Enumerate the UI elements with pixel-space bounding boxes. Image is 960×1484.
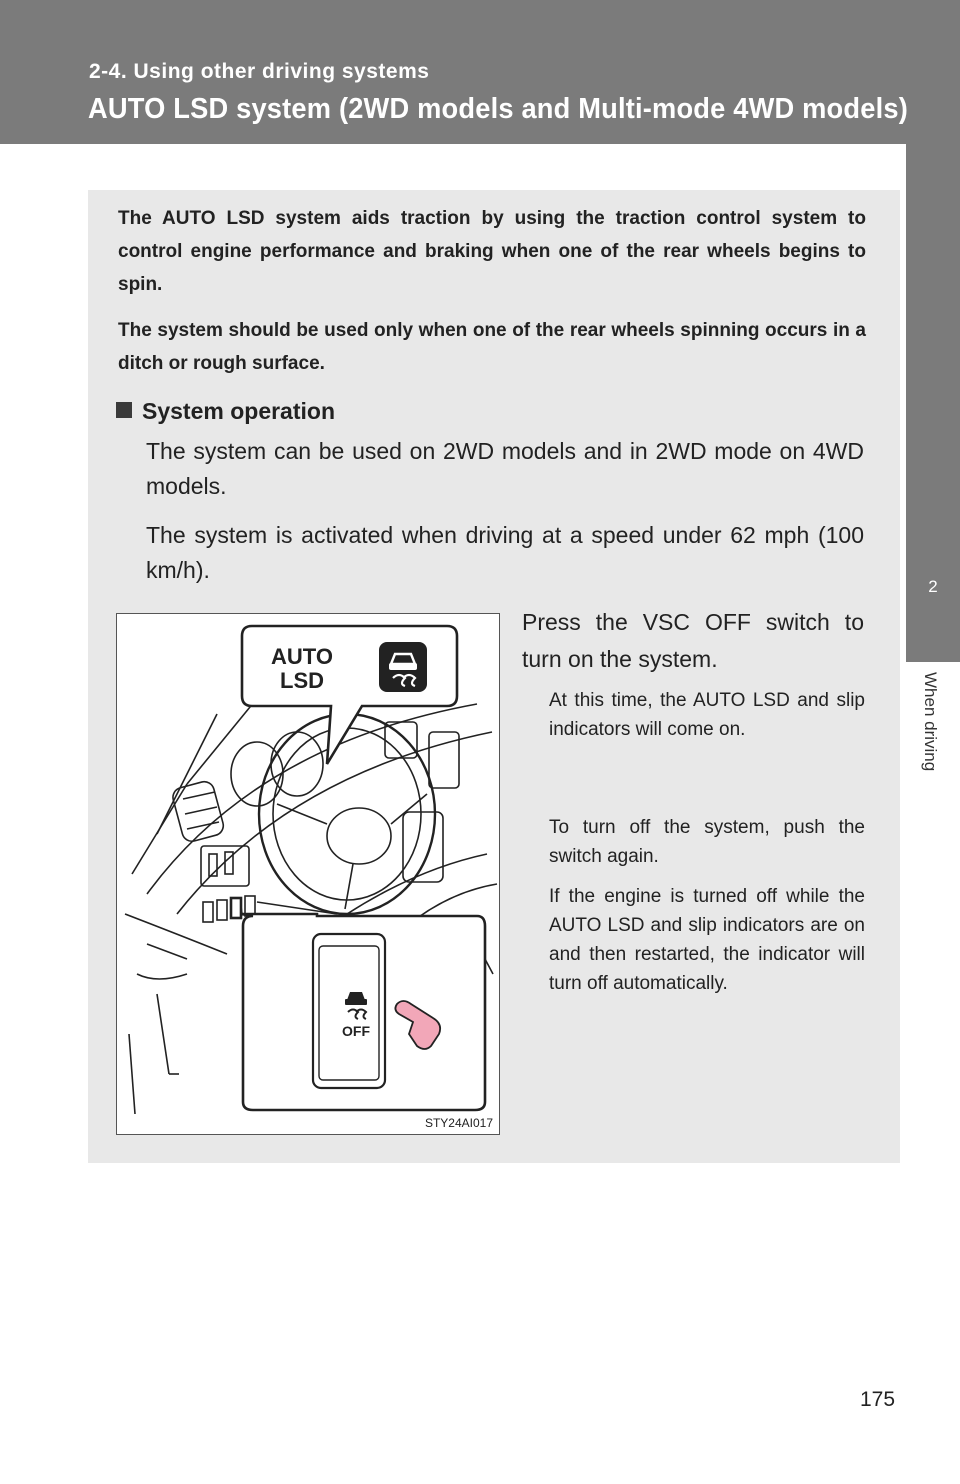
intro-paragraph-2: The system should be used only when one of the rear wheels spinning occurs in a ditch or rough surface. [118, 320, 866, 374]
switch-off-label: OFF [342, 1023, 370, 1039]
chapter-number: 2 [906, 512, 960, 662]
indicator-label-lsd: LSD [280, 668, 324, 693]
chapter-label: When driving [921, 672, 940, 772]
dashboard-illustration [116, 613, 500, 1135]
subsection-heading-text: System operation [142, 398, 335, 424]
slip-indicator-icon [379, 642, 427, 692]
page-number: 175 [860, 1388, 896, 1411]
chapter-label-box [920, 672, 946, 812]
page-title: AUTO LSD system (2WD models and Multi-mode 4WD models) [88, 93, 908, 125]
subsection-heading [116, 398, 335, 425]
operation-text-1: The system can be used on 2WD models and in 2WD mode on 4WD models. [146, 438, 864, 499]
note-2: To turn off the system, push the switch again. [549, 817, 865, 867]
side-tab-bar [906, 144, 960, 512]
note-3: If the engine is turned off while the AUTO LSD and slip indicators are on and then restarted, the indicator will turn off automatically. [549, 886, 865, 994]
intro-paragraph-1: The AUTO LSD system aids traction by using the traction control system to control engine performance and braking when one of the rear wheels begins to spin. [118, 208, 866, 295]
square-bullet-icon [116, 402, 132, 418]
indicator-label-auto: AUTO [271, 644, 333, 669]
operation-text-2: The system is activated when driving at a speed under 62 mph (100 km/h). [146, 522, 864, 583]
section-label: 2-4. Using other driving systems [89, 60, 430, 83]
note-1: At this time, the AUTO LSD and slip indicators will come on. [549, 690, 865, 740]
instruction-text: Press the VSC OFF switch to turn on the system. [522, 609, 864, 672]
chapter-side-tab [906, 144, 960, 1344]
dashboard-drawing [117, 614, 500, 1135]
page-header [0, 0, 960, 144]
figure-code: STY24AI017 [424, 1116, 493, 1130]
